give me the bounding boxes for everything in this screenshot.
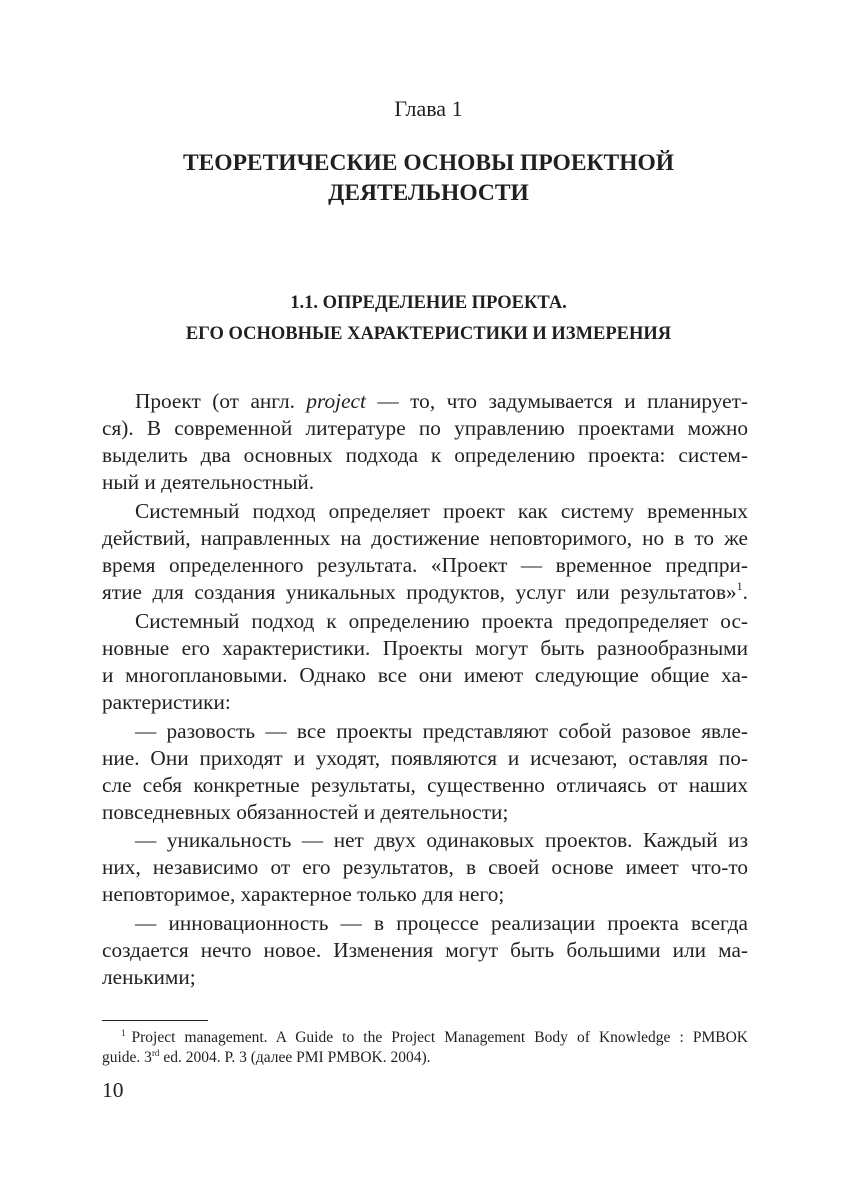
body-line: ся). В современной литературе по управлению проектами можно: [102, 416, 748, 440]
chapter-title-line-1: ТЕОРЕТИЧЕСКИЕ ОСНОВЫ ПРОЕКТНОЙ: [182, 150, 675, 176]
body-line: действий, направленных на достижение неповторимого, но в то же: [102, 526, 748, 550]
body-line: ленькими;: [102, 965, 196, 989]
footnote-reference[interactable]: 1: [736, 579, 743, 593]
body-line: новные его характеристики. Проекты могут быть разнообразными: [102, 636, 748, 660]
body-line: — уникальность — нет двух одинаковых проектов. Каждый из: [135, 828, 748, 852]
body-line: выделить два основных подхода к определению проекта: систем-: [102, 443, 748, 467]
body-line: Проект (от англ. project — то, что задумывается и планирует-: [135, 389, 748, 413]
chapter-title-line-2: ДЕЯТЕЛЬНОСТИ: [328, 180, 529, 206]
body-line: — инновационность — в процессе реализации проекта всегда: [135, 911, 748, 935]
body-line: неповторимое, характерное только для него;: [102, 882, 505, 906]
body-line: повседневных обязанностей и деятельности;: [102, 800, 509, 824]
body-line: время определенного результата. «Проект — временное предпри-: [102, 553, 748, 577]
body-line: рактеристики:: [102, 690, 231, 714]
page-number: 10: [102, 1078, 124, 1102]
body-line: сле себя конкретные результаты, существенно отличаясь от наших: [102, 773, 748, 797]
section-title-line-2: ЕГО ОСНОВНЫЕ ХАРАКТЕРИСТИКИ И ИЗМЕРЕНИЯ: [185, 324, 672, 344]
body-line: них, независимо от его результатов, в своей основе имеет что-то: [102, 855, 748, 879]
body-line: ние. Они приходят и уходят, появляются и исчезают, оставляя по-: [102, 746, 748, 770]
footnote-line-2: guide. 3rd ed. 2004. P. 3 (далее PMI PMBOK. 2004).: [102, 1048, 431, 1066]
chapter-label: Глава 1: [394, 96, 463, 121]
term-italic: project: [306, 389, 366, 413]
body-line: Системный подход к определению проекта предопределяет ос-: [135, 609, 748, 633]
body-line: и многоплановыми. Однако все они имеют следующие общие ха-: [102, 663, 748, 687]
footnote-mark: 1: [121, 1028, 126, 1038]
body-line: Системный подход определяет проект как систему временных: [135, 499, 748, 523]
body-line: ятие для создания уникальных продуктов, услуг или результатов»$^1$.: [102, 579, 748, 604]
footnote-line-1: $^1$ Project management. A Guide to the Project Management Body of Knowledge : PMBOK: [121, 1028, 748, 1046]
body-line: создается нечто новое. Изменения могут быть большими или ма-: [102, 938, 748, 962]
body-line: ный и деятельностный.: [102, 470, 315, 494]
footnote-divider: [102, 1020, 208, 1021]
body-line: — разовость — все проекты представляют собой разовое явле-: [135, 719, 748, 743]
section-title-line-1: 1.1. ОПРЕДЕЛЕНИЕ ПРОЕКТА.: [290, 293, 567, 313]
section-title: [0, 288, 857, 350]
chapter-title: [0, 148, 857, 208]
